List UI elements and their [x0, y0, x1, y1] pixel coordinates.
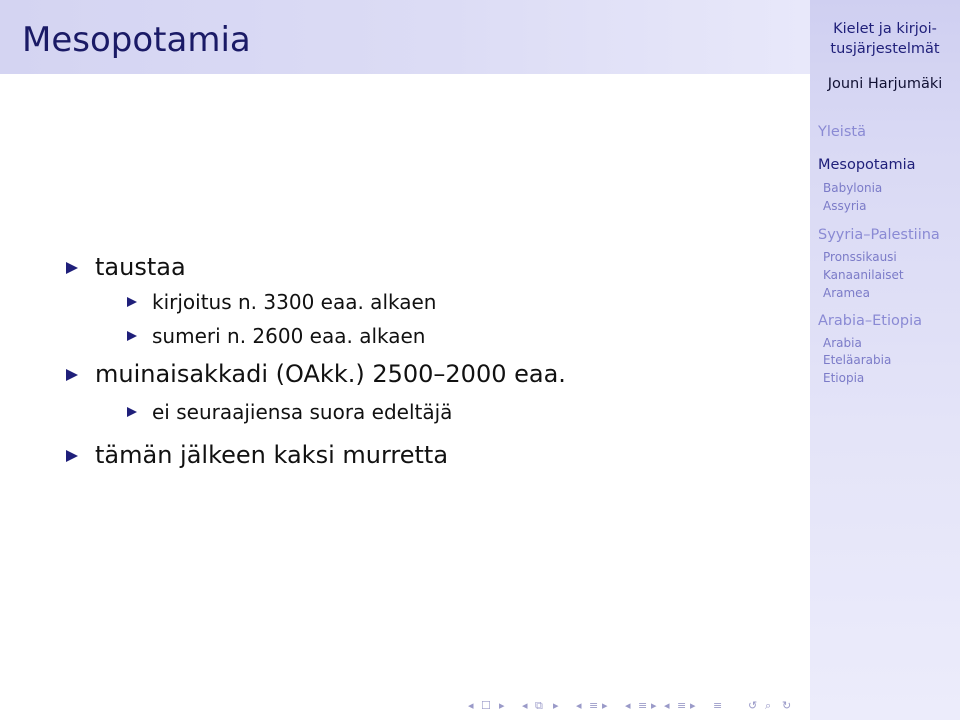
sidebar-author: Jouni Harjumäki	[827, 76, 943, 92]
bullet-triangle-icon	[66, 262, 78, 274]
nav-doc-back-icon[interactable]: ◂	[664, 699, 670, 712]
sidebar-subsection-kanaanilaiset[interactable]: Kanaanilaiset	[823, 268, 904, 282]
sidebar-presentation-title[interactable]	[810, 19, 960, 59]
bullet-item-l2: ei seuraajiensa suora edeltäjä	[152, 400, 453, 424]
bullet-triangle-icon	[66, 450, 78, 462]
nav-section-back-icon[interactable]: ◂	[576, 699, 582, 712]
nav-subsubsection-back-icon[interactable]: ◂	[625, 699, 631, 712]
sidebar-section-yleista[interactable]: Yleistä	[818, 124, 866, 140]
frame-title: Mesopotamia	[22, 20, 251, 60]
nav-section-forward-icon[interactable]: ▸	[602, 699, 608, 712]
bullet-triangle-icon	[127, 297, 137, 307]
bullet-item-l1: tämän jälkeen kaksi murretta	[95, 441, 449, 469]
bullet-item-l2: kirjoitus n. 3300 eaa. alkaen	[152, 290, 437, 314]
nav-subsection-icon[interactable]: ⧉	[535, 699, 543, 712]
sidebar-title-line2: tusjärjestelmät	[830, 41, 940, 57]
nav-subsubsection-icon[interactable]: ≡	[638, 699, 648, 712]
sidebar-subsection-etelaarabia[interactable]: Eteläarabia	[823, 353, 892, 367]
sidebar-subsection-pronssikausi[interactable]: Pronssikausi	[823, 250, 897, 264]
nav-first-icon[interactable]: ◂	[468, 699, 474, 712]
nav-doc-forward-icon[interactable]: ▸	[690, 699, 696, 712]
nav-doc-icon[interactable]: ≡	[677, 699, 687, 712]
bullet-triangle-icon	[127, 407, 137, 417]
nav-search-icon[interactable]: ⌕	[765, 699, 772, 712]
bullet-item-l1: muinaisakkadi (OAkk.) 2500–2000 eaa.	[95, 360, 566, 388]
sidebar-subsection-etiopia[interactable]: Etiopia	[823, 371, 865, 385]
sidebar-section-mesopotamia[interactable]: Mesopotamia	[818, 157, 916, 173]
nav-appendix-icon[interactable]: ≡	[713, 699, 723, 712]
nav-subsection-forward-icon[interactable]: ▸	[553, 699, 559, 712]
nav-forward-arrow-icon[interactable]: ↻	[782, 699, 792, 712]
sidebar-section-arabia-etiopia[interactable]: Arabia–Etiopia	[818, 313, 922, 329]
nav-frame-forward-icon[interactable]: ▸	[499, 699, 505, 712]
frame-title-bar	[0, 0, 810, 74]
bullet-item-l2: sumeri n. 2600 eaa. alkaen	[152, 324, 426, 348]
nav-section-icon[interactable]: ≡	[589, 699, 599, 712]
sidebar-subsection-assyria[interactable]: Assyria	[823, 199, 867, 213]
sidebar-section-syyria-palestiina[interactable]: Syyria–Palestiina	[818, 227, 940, 243]
nav-back-arrow-icon[interactable]: ↺	[748, 699, 758, 712]
bullet-item-l1: taustaa	[95, 253, 186, 281]
nav-subsubsection-forward-icon[interactable]: ▸	[651, 699, 657, 712]
bullet-triangle-icon	[127, 331, 137, 341]
sidebar-subsection-babylonia[interactable]: Babylonia	[823, 181, 883, 195]
nav-subsection-back-icon[interactable]: ◂	[522, 699, 528, 712]
sidebar-subsection-arabia[interactable]: Arabia	[823, 336, 862, 350]
bullet-triangle-icon	[66, 369, 78, 381]
sidebar-subsection-aramea[interactable]: Aramea	[823, 286, 870, 300]
sidebar-title-line1: Kielet ja kirjoi-	[833, 21, 937, 37]
nav-frame-icon[interactable]: ☐	[481, 699, 491, 712]
